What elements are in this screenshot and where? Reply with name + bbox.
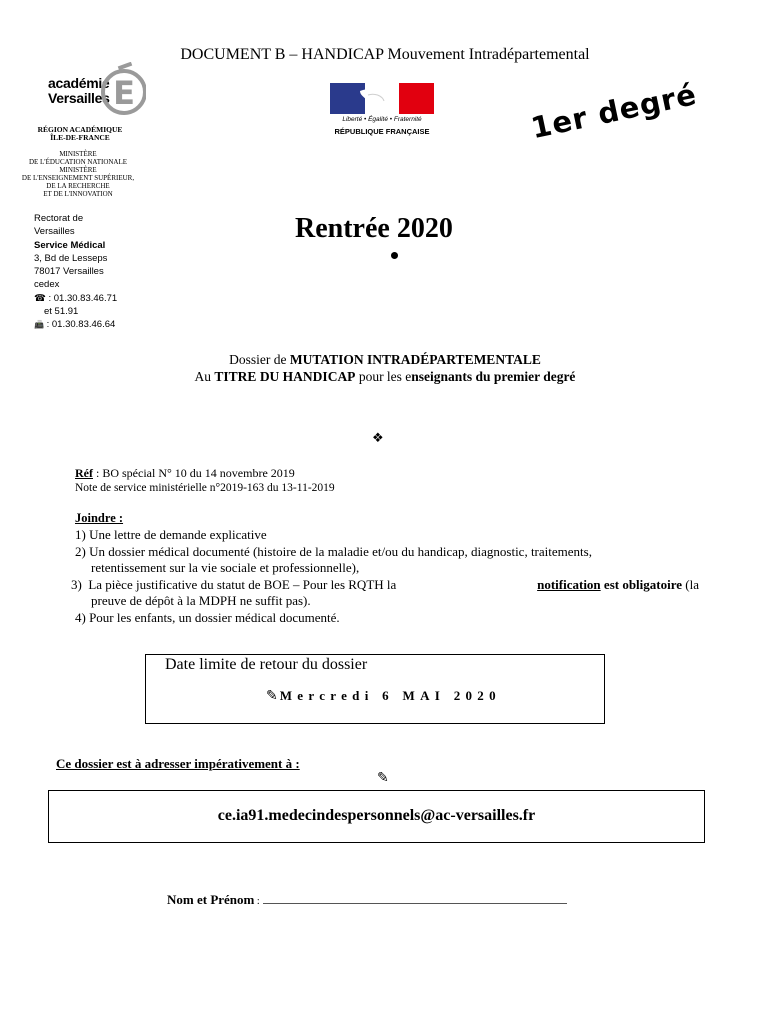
name-colon: :	[254, 896, 260, 907]
list-item-4: 4) Pour les enfants, un dossier médical documenté.	[75, 609, 340, 625]
address-block	[34, 212, 144, 332]
rentree-title: Rentrée 2020	[295, 213, 453, 244]
ref-line	[75, 466, 335, 481]
title-bullet	[391, 252, 398, 259]
phone-number: : 01.30.83.46.71	[45, 292, 118, 304]
academie-e-logo-icon	[100, 62, 146, 118]
list-item-2a: 2) Un dossier médical documenté (histoire de la maladie et/ou du handicap, diagnostic, traitements,	[75, 543, 592, 559]
rf-motto: Liberté • Égalité • Fraternité	[342, 116, 422, 123]
rf-name: RÉPUBLIQUE FRANÇAISE	[334, 127, 430, 136]
email-address[interactable]: ce.ia91.medecindespersonnels@ac-versailles.fr	[217, 807, 536, 824]
academie-logo	[48, 75, 110, 106]
name-label: Nom et Prénom	[167, 892, 255, 907]
phone-line	[34, 292, 144, 305]
list-item-3-rest	[400, 577, 699, 594]
dossier-line1-bold: MUTATION INTRADÉPARTEMENTALE	[289, 352, 541, 367]
address-line3: Service Médical	[34, 239, 106, 251]
pencil-arrow-icon: ✎	[266, 688, 278, 704]
list-item-3a	[71, 577, 699, 594]
ministere1-line1: MINISTÈRE	[59, 150, 97, 158]
ministere2-line3: DE LA RECHERCHE	[46, 182, 110, 190]
notification-word: notification	[537, 576, 601, 592]
phone-icon: ☎	[34, 292, 46, 304]
fax-icon: 📠	[34, 320, 44, 330]
ministere-block	[8, 150, 148, 198]
fax-line	[34, 318, 144, 331]
academie-logo-line1: académie	[48, 75, 110, 91]
address-line5: 78017 Versailles	[34, 266, 104, 278]
send-to-label: Ce dossier est à adresser impérativement à :	[56, 756, 300, 771]
ref-label: Réf	[75, 466, 93, 480]
dossier-heading	[0, 351, 770, 385]
ministere1-line2: DE L'ÉDUCATION NATIONALE	[28, 158, 128, 166]
pencil-icon: ✎	[377, 770, 389, 786]
dossier-line2-mid: pour les e	[355, 369, 412, 384]
address-line4: 3, Bd de Lesseps	[34, 252, 108, 264]
deadline-date-line	[266, 688, 501, 704]
list-item-2b: retentissement sur la vie sociale et professionnelle),	[91, 560, 360, 575]
dossier-line1	[0, 351, 770, 368]
address-line1: Rectorat de	[34, 213, 84, 224]
list-item-3-text: 3) La pièce justificative du statut de BOE – Pour les RQTH la	[71, 576, 400, 592]
diamond-icon: ❖	[372, 431, 384, 446]
document-title: DOCUMENT B – HANDICAP Mouvement Intradépartemental	[180, 46, 590, 63]
fax-number: : 01.30.83.46.64	[43, 319, 116, 331]
academie-logo-line2: Versailles	[48, 90, 110, 106]
name-input-line[interactable]	[263, 893, 567, 904]
joindre-label: Joindre :	[75, 511, 124, 525]
joindre-list	[71, 527, 699, 626]
dossier-line2-bold: TITRE DU HANDICAP	[214, 369, 356, 384]
dossier-line2-bold2: nseignants du premier degré	[411, 369, 576, 384]
deadline-date: Mercredi 6 MAI 2020	[279, 688, 501, 703]
address-line2: Versailles	[34, 226, 75, 238]
dossier-line1-prefix: Dossier de	[229, 352, 290, 367]
region-line2: ÎLE-DE-FRANCE	[50, 133, 110, 142]
list-item-1: 1) Une lettre de demande explicative	[75, 527, 267, 542]
ministere2-line1: MINISTÈRE	[59, 166, 97, 174]
reference-block	[75, 466, 335, 496]
note-line: Note de service ministérielle n°2019-163 du 13-11-2019	[75, 482, 335, 494]
ref-text: : BO spécial N° 10 du 14 novembre 2019	[93, 466, 295, 480]
svg-text:E: E	[113, 74, 135, 112]
obligatoire-text: est obligatoire	[600, 576, 683, 592]
phone2-line: et 51.91	[44, 306, 79, 318]
dossier-line2-prefix: Au	[194, 369, 215, 384]
ministere2-line4: ET DE L'INNOVATION	[43, 190, 113, 198]
degre-stamp: 1er degré	[528, 76, 700, 146]
name-field	[167, 892, 567, 908]
ministere2-line2: DE L'ENSEIGNEMENT SUPÉRIEUR,	[21, 174, 135, 182]
region-academique	[20, 126, 140, 142]
dossier-line2	[0, 368, 770, 385]
deadline-label: Date limite de retour du dossier	[165, 656, 368, 673]
item3-end: (la	[682, 576, 699, 592]
list-item-3b: preuve de dépôt à la MDPH ne suffit pas).	[91, 593, 311, 608]
address-line6: cedex	[34, 279, 60, 291]
region-line1: RÉGION ACADÉMIQUE	[37, 125, 123, 134]
